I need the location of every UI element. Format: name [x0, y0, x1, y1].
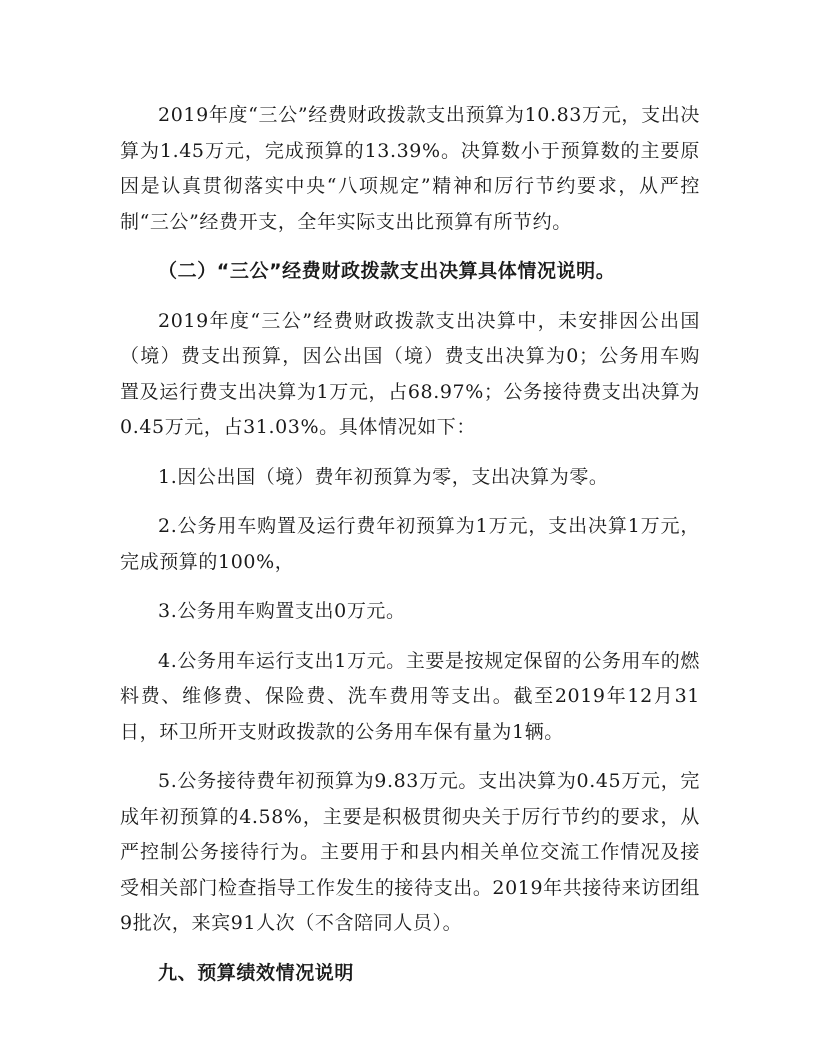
- subheading-three-public-details: （二）“三公”经费财政拨款支出决算具体情况说明。: [158, 260, 616, 282]
- paragraph-budget-summary: 2019年度“三公”经费财政拨款支出预算为10.83万元，支出决算为1.45万元，完成预算的13.39%。决算数小于预算数的主要原因是认真贯彻落实中央“八项规定”精神和厉行节约要求，从严控制“三公”经费开支，全年实际支出比预算有所节约。: [120, 104, 700, 233]
- list-item-overseas-travel: 1.因公出国（境）费年初预算为零，支出决算为零。: [158, 465, 609, 488]
- section-heading-performance: 九、预算绩效情况说明: [158, 961, 355, 984]
- document-page: [120, 98, 700, 991]
- list-item-reception: 5.公务接待费年初预算为9.83万元。支出决算为0.45万元，完成年初预算的4.58%，主要是积极贯彻央关于厉行节约的要求，从严控制公务接待行为。主要用于和县内相关单位交流工作情况及接受相关部门检查指导工作发生的接待支出。2019年共接待来访团组9批次，来宾91人次（不含陪同人员）。: [120, 770, 700, 934]
- list-item-vehicle-purchase: 3.公务用车购置支出0万元。: [158, 600, 406, 622]
- list-item-vehicle-purchase-operation: 2.公务用车购置及运行费年初预算为1万元，支出决算1万元，完成预算的100%，: [120, 515, 700, 573]
- paragraph-expenditure-breakdown: 2019年度“三公”经费财政拨款支出决算中，未安排因公出国（境）费支出预算，因公出国（境）费支出决算为0；公务用车购置及运行费支出决算为1万元，占68.97%；公务接待费支出决算为0.45万元，占31.03%。具体情况如下：: [120, 309, 700, 438]
- list-item-vehicle-operation: 4.公务用车运行支出1万元。主要是按规定保留的公务用车的燃料费、维修费、保险费、洗车费用等支出。截至2019年12月31日，环卫所开支财政拨款的公务用车保有量为1辆。: [120, 649, 700, 743]
